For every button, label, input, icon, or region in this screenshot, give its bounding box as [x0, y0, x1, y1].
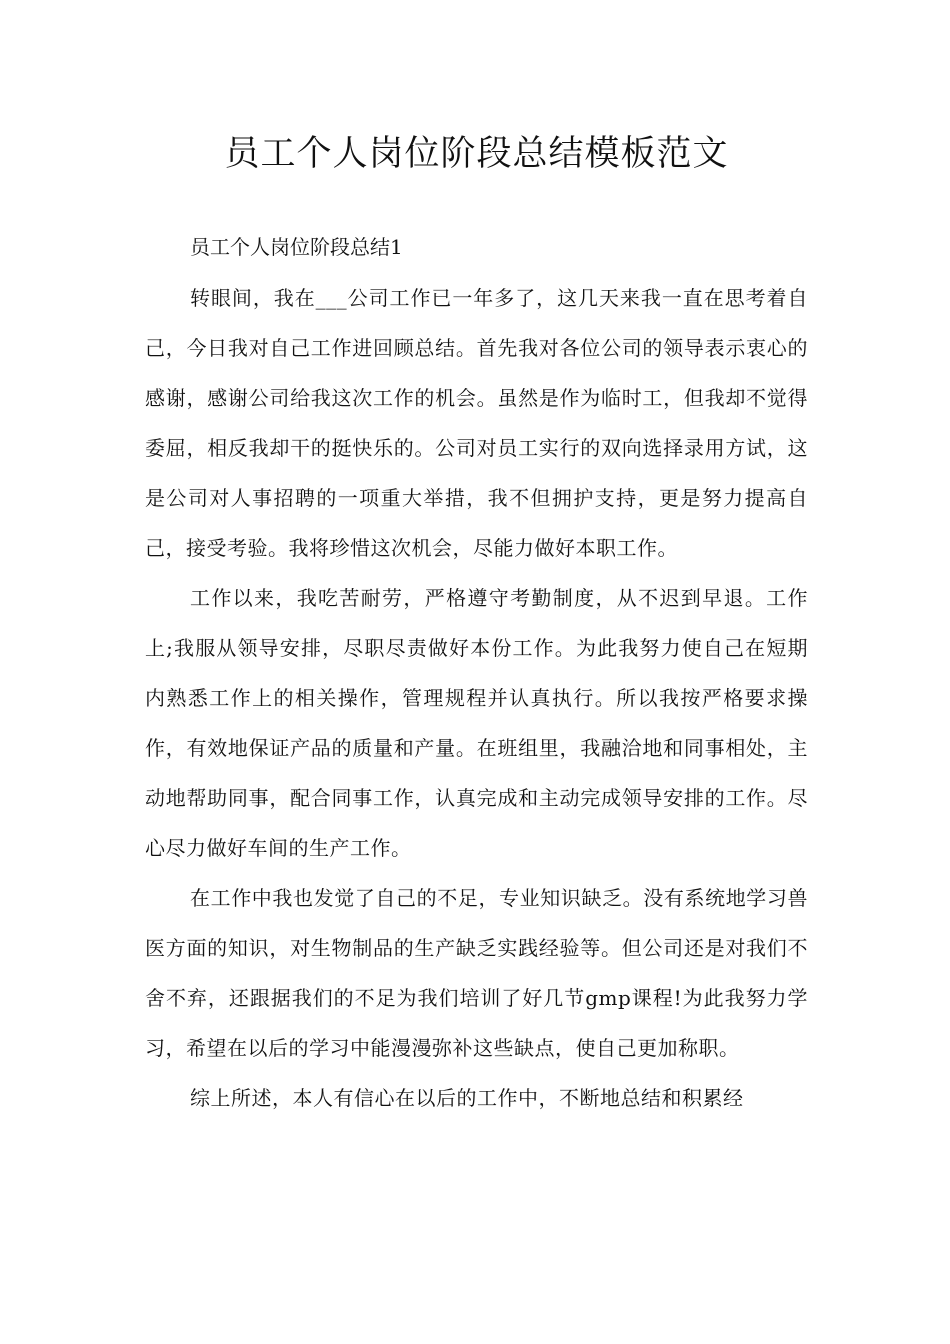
document-title: 员工个人岗位阶段总结模板范文 [224, 134, 729, 174]
paragraph-4: 综上所述，本人有信心在以后的工作中，不断地总结和积累经 [190, 1086, 744, 1110]
paragraph-3: 在工作中我也发觉了自己的不足，专业知识缺乏。没有系统地学习兽医方面的知识，对生物制品的生产缺乏实践经验等。但公司还是对我们不舍不弃，还跟据我们的不足为我们培训了好几节gmp课程!为此我努力学习，希望在以后的学习中能漫漫弥补这些缺点，使自己更加称职。 [145, 886, 808, 1060]
paragraph-2: 工作以来，我吃苦耐劳，严格遵守考勤制度，从不迟到早退。工作上;我服从领导安排，尽职尽责做好本份工作。为此我努力使自己在短期内熟悉工作上的相关操作，管理规程并认真执行。所以我按严格要求操作，有效地保证产品的质量和产量。在班组里，我融洽地和同事相处，主动地帮助同事，配合同事工作，认真完成和主动完成领导安排的工作。尽心尽力做好车间的生产工作。 [145, 586, 808, 860]
paragraph-1: 转眼间，我在___公司工作已一年多了，这几天来我一直在思考着自己，今日我对自己工作进回顾总结。首先我对各位公司的领导表示衷心的感谢，感谢公司给我这次工作的机会。虽然是作为临时工，但我却不觉得委屈，相反我却干的挺快乐的。公司对员工实行的双向选择录用方试，这是公司对人事招聘的一项重大举措，我不但拥护支持，更是努力提高自己，接受考验。我将珍惜这次机会，尽能力做好本职工作。 [145, 286, 808, 560]
section-heading: 员工个人岗位阶段总结1 [190, 235, 403, 259]
